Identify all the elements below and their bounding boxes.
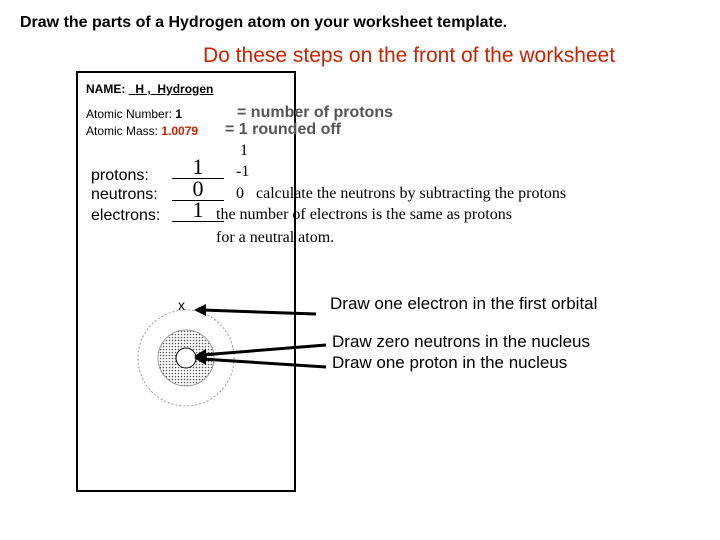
neutrons-label: neutrons: (91, 186, 158, 203)
neutrons-arrow (202, 345, 326, 355)
name-label: NAME: (86, 82, 126, 96)
page-title: Draw the parts of a Hydrogen atom on your worksheet template. (20, 14, 508, 31)
calc-top-value: 1 (240, 142, 248, 159)
electron-arrow (202, 310, 316, 314)
name-element: Hydrogen (157, 82, 214, 96)
electron-mark: x (178, 297, 185, 313)
electron-note-2: for a neutral atom. (216, 229, 335, 246)
instruction-proton: Draw one proton in the nucleus (332, 353, 568, 372)
atomic-number-label: Atomic Number: (86, 107, 173, 121)
protons-value: 1 (172, 156, 224, 179)
name-symbol: H , Hydrogen (135, 82, 214, 96)
page-subtitle: Do these steps on the front of the worksheet (203, 44, 616, 67)
atomic-mass-value: 1.0079 (161, 124, 199, 138)
calc-note: calculate the neutrons by subtracting the protons (256, 185, 567, 202)
nucleus (176, 348, 196, 368)
electron-note-1: the number of electrons is the same as protons (216, 206, 512, 223)
electron-arrowhead (194, 304, 206, 316)
calc-result-value: 0 (236, 185, 244, 202)
neutrons-value: 0 (172, 178, 224, 201)
electrons-value: 1 (172, 199, 224, 222)
instruction-electron: Draw one electron in the first orbital (330, 294, 598, 313)
instruction-neutrons: Draw zero neutrons in the nucleus (332, 332, 590, 351)
atomic-number-value: 1 (175, 107, 183, 121)
electrons-label: electrons: (91, 207, 161, 224)
atomic-number-note: = number of protons (237, 104, 393, 121)
protons-label: protons: (91, 167, 149, 184)
calc-minus-value: -1 (236, 163, 250, 180)
atomic-mass-label: Atomic Mass: (86, 124, 159, 138)
atomic-mass-note: = 1 rounded off (225, 121, 341, 138)
proton-arrow (202, 359, 326, 367)
